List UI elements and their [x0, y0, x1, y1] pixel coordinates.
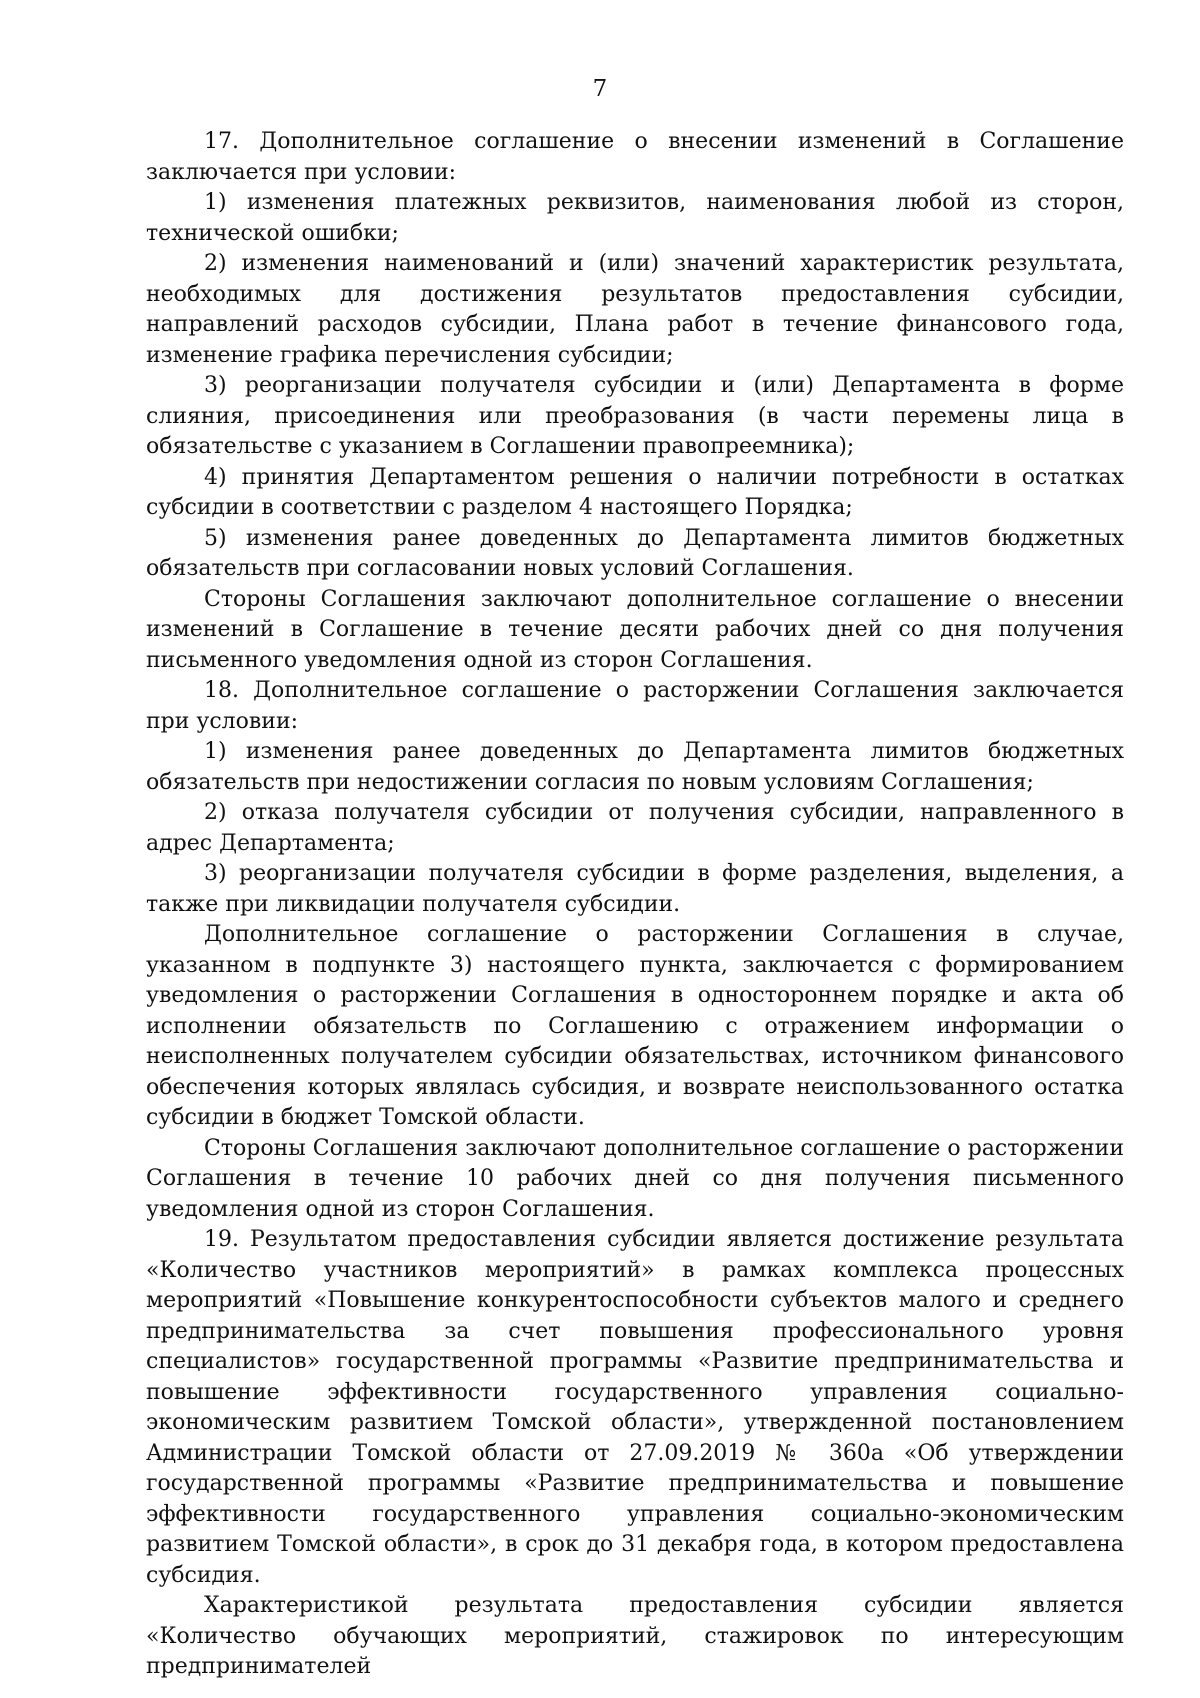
paragraph-item-19: 19. Результатом предоставления субсидии является достижение результата «Количество участников мероприятий» в рамках комплекса процессных мероприятий «Повышение конкурентоспособности субъектов малого и среднего предпринимательства за счет повышения профессионального уровня специалистов» государственной программы «Развитие предпринимательства и повышение эффективности государственного управления социально-экономическим развитием Томской области», утвержденной постановлением Администрации Томской области от 27.09.2019 № 360а «Об утверждении государственной программы «Развитие предпринимательства и повышение эффективности государственного управления социально-экономическим развитием Томской области», в срок до 31 декабря года, в котором предоставлена субсидия. [146, 1227, 1124, 1588]
paragraph-18-terms: Стороны Соглашения заключают дополнительное соглашение о расторжении Соглашения в течение 10 рабочих дней со дня получения письменного уведомления одной из сторон Соглашения. [146, 1135, 1124, 1222]
paragraph-subitem-18-3: 3) реорганизации получателя субсидии в форме разделения, выделения, а также при ликвидации получателя субсидии. [146, 861, 1124, 917]
paragraph-subitem-17-5: 5) изменения ранее доведенных до Департамента лимитов бюджетных обязательств при согласовании новых условий Соглашения. [146, 525, 1124, 581]
paragraph-17-terms: Стороны Соглашения заключают дополнительное соглашение о внесении изменений в Соглашение в течение десяти рабочих дней со дня получения письменного уведомления одной из сторон Соглашения. [146, 586, 1124, 673]
paragraph-subitem-18-1: 1) изменения ранее доведенных до Департамента лимитов бюджетных обязательств при недостижении согласия по новым условиям Соглашения; [146, 739, 1124, 795]
document-body [146, 127, 1124, 1683]
paragraph-subitem-17-2: 2) изменения наименований и (или) значений характеристик результата, необходимых для достижения результатов предоставления субсидии, направлений расходов субсидии, Плана работ в течение финансового года, изменение графика перечисления субсидии; [146, 251, 1124, 368]
paragraph-result-characteristic: Характеристикой результата предоставления субсидии является «Количество обучающих мероприятий, стажировок по интересующим предпринимателей [146, 1593, 1124, 1679]
paragraph-item-18: 18. Дополнительное соглашение о расторжении Соглашения заключается при условии: [146, 678, 1124, 734]
paragraph-subitem-17-3: 3) реорганизации получателя субсидии и (или) Департамента в форме слияния, присоединения или преобразования (в части перемены лица в обязательстве с указанием в Соглашении правопреемника); [146, 373, 1124, 459]
paragraph-subitem-17-4: 4) принятия Департаментом решения о наличии потребности в остатках субсидии в соответствии с разделом 4 настоящего Порядка; [146, 464, 1124, 520]
page-number: 7 [592, 76, 608, 102]
paragraph-subitem-18-2: 2) отказа получателя субсидии от получения субсидии, направленного в адрес Департамента; [146, 800, 1124, 856]
paragraph-subitem-17-1: 1) изменения платежных реквизитов, наименования любой из сторон, технической ошибки; [146, 190, 1124, 246]
paragraph-18-termination: Дополнительное соглашение о расторжении Соглашения в случае, указанном в подпункте 3) настоящего пункта, заключается с формированием уведомления о расторжении Соглашения в одностороннем порядке и акта об исполнении обязательств по Соглашению с отражением информации о неисполненных получателем субсидии обязательствах, источником финансового обеспечения которых являлась субсидия, и возврате неиспользованного остатка субсидии в бюджет Томской области. [146, 922, 1124, 1130]
paragraph-item-17: 17. Дополнительное соглашение о внесении изменений в Соглашение заключается при условии: [146, 129, 1124, 185]
